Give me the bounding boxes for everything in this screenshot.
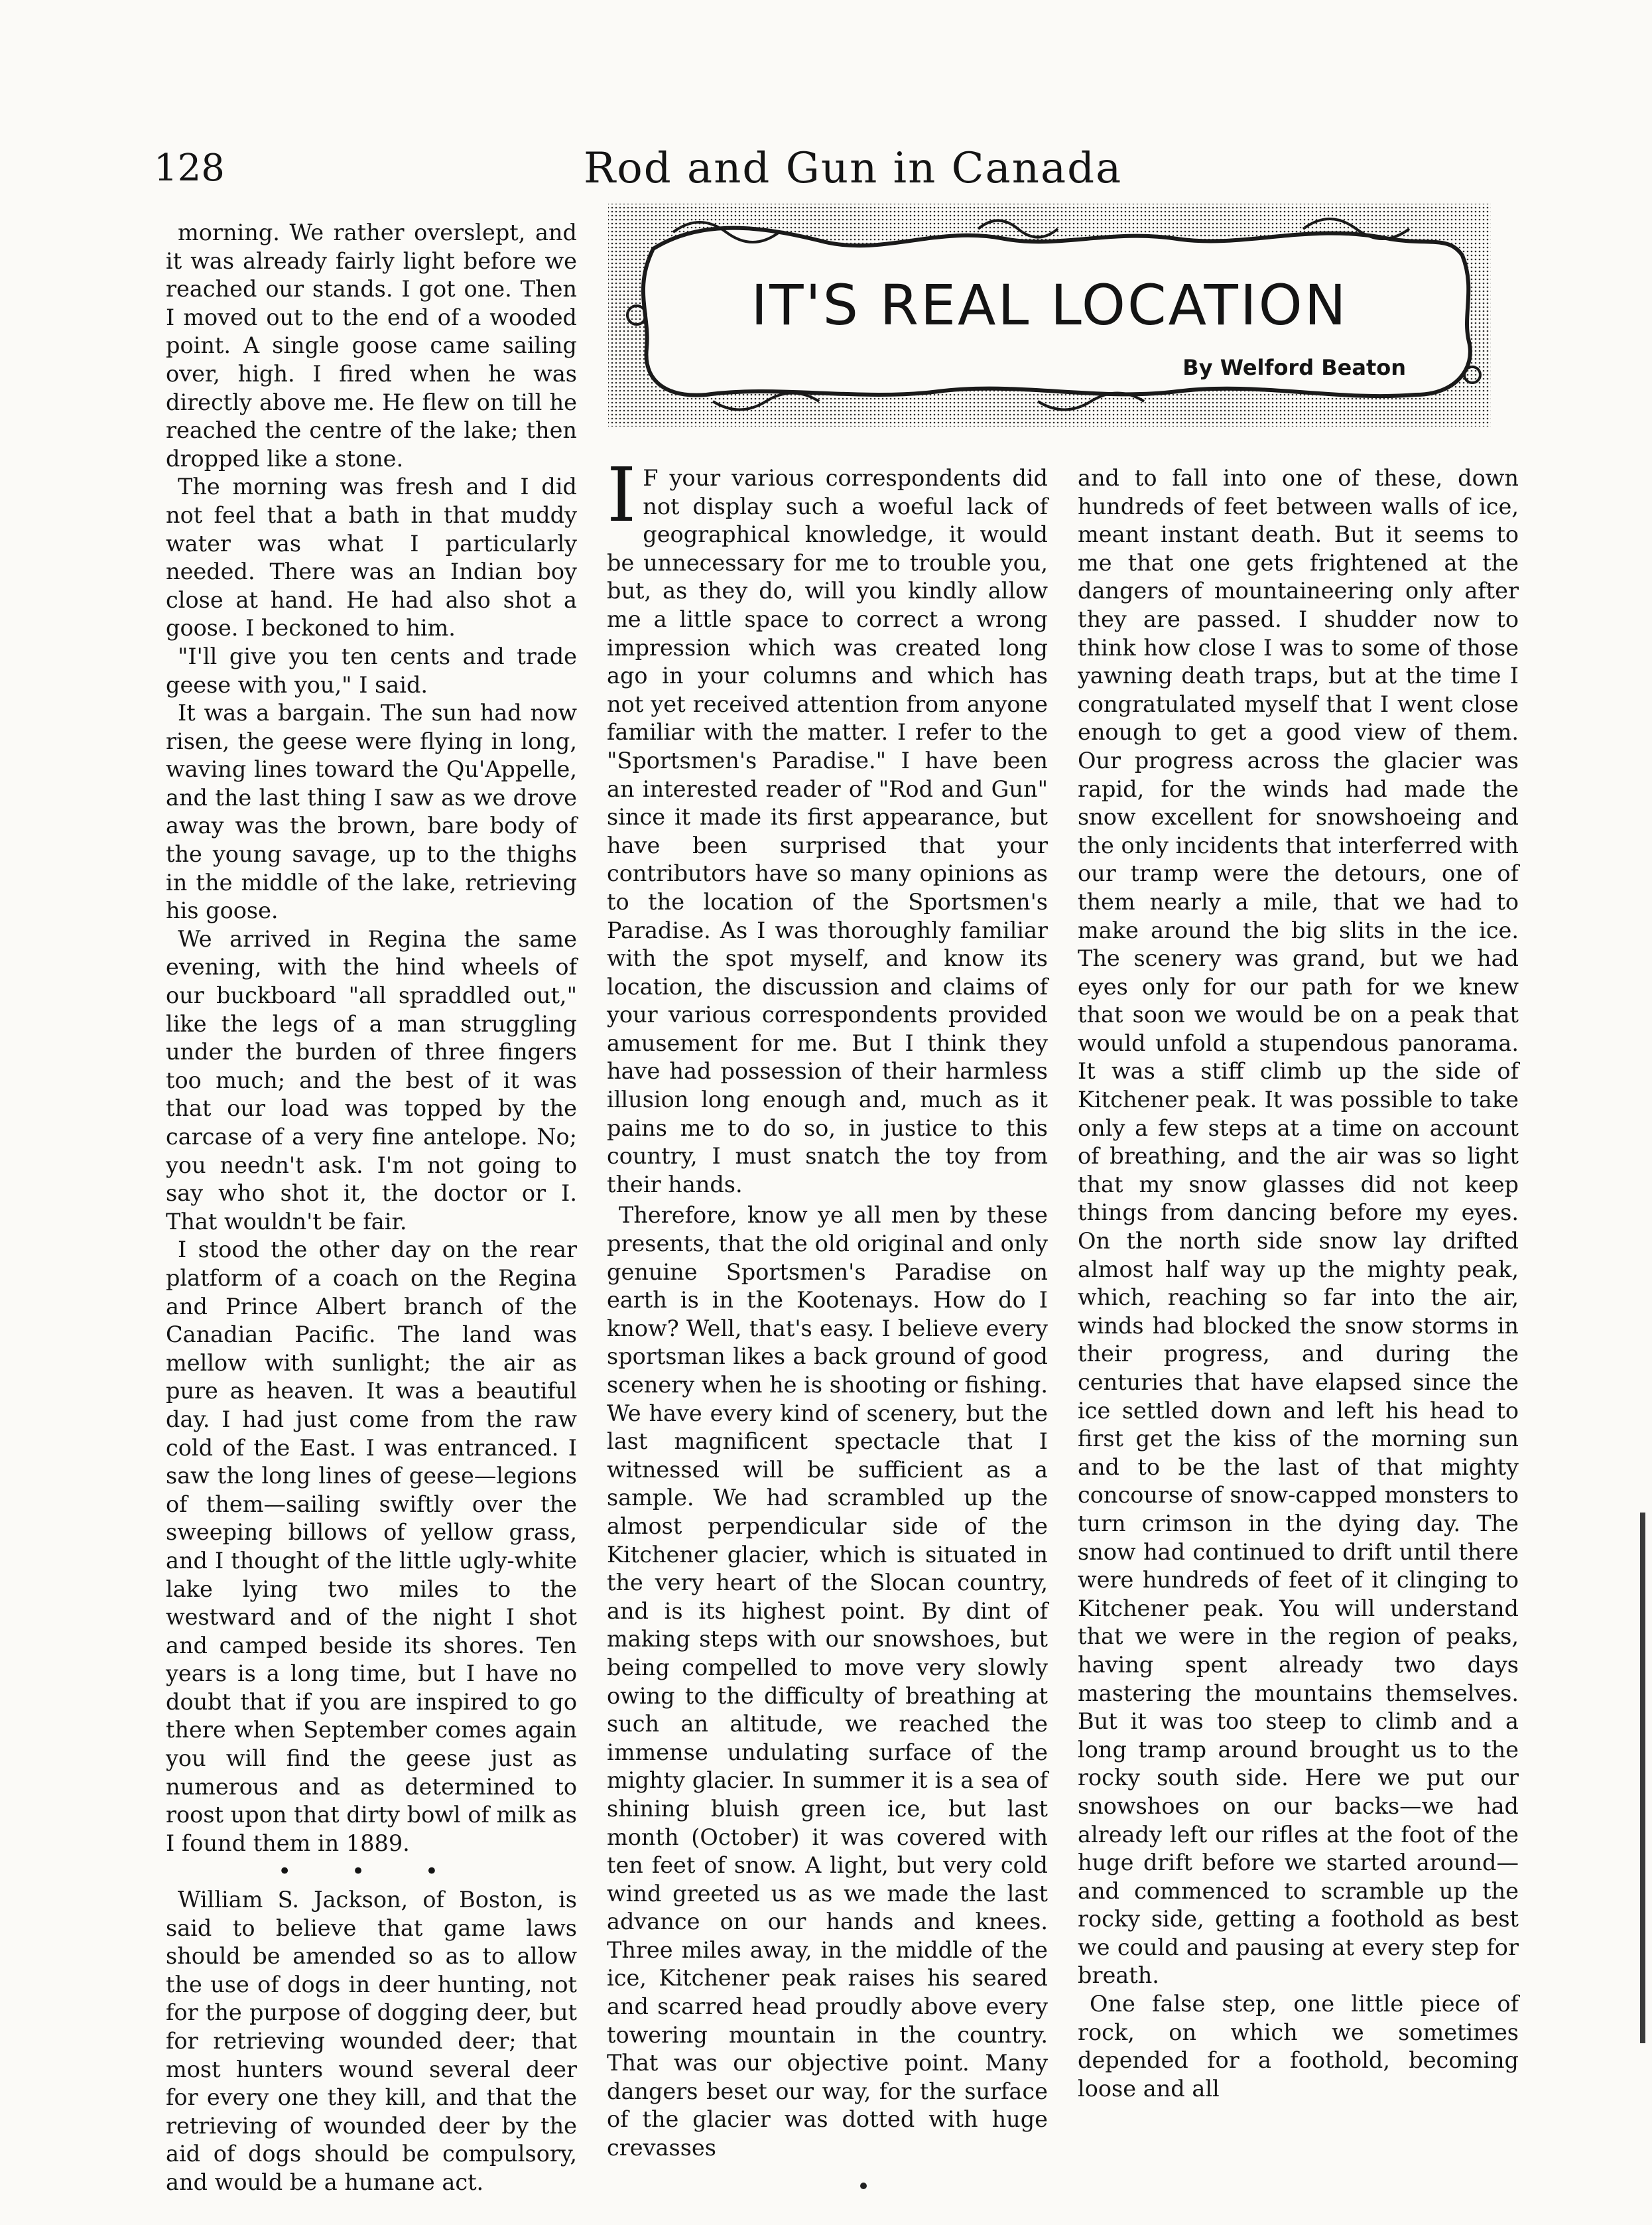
paragraph: William S. Jackson, of Boston, is said to believe that game laws should be amended so as to allow the use of dogs in deer hunting, not for the purpose of dogging deer, but for retrieving wounded deer; that most hunters wound several deer for every one they kill, and that the retrieving of wounded deer by the aid of dogs should be compulsory, and would be a humane act. [166, 1887, 577, 2195]
paragraph: I stood the other day on the rear platform of a coach on the Regina and Prince Albert branch of the Canadian Pacific. The land was mellow with sunlight; the air as pure as heaven. It was a beautiful day. I had just come from the raw cold of the East. I was entranced. I saw the long lines of geese—legions of them—sailing swiftly over the sweeping billows of yellow grass, and I thought of the little ugly-white lake lying two miles to the westward and of the night I shot and camped beside its shores. Ten years is a long time, but I have no doubt that if you are inspired to go there when September comes again you will find the geese just as numerous and as determined to roost upon that dirty bowl of milk as I found them in 1889. [166, 1237, 577, 1856]
drop-cap: I [607, 452, 637, 539]
edge-mark [1640, 1513, 1645, 2043]
paragraph-text: F your various correspondents did not display such a woeful lack of geographical knowledge, it would be unnecessary for me to trouble you, but, as they do, will you kindly allow me a little space to correct a wrong impression which was created long ago in your columns and which has not yet received attention from anyone familiar with the matter. I refer to the "Sportsmen's Paradise." I have been an interested reader of "Rod and Gun" since it made its first appearance, but have been surprised that your contributors have so many opinions as to the location of the Sportsmen's Paradise. As I was thoroughly familiar with the spot myself, and know its location, the discussion and claims of your various correspondents provided amusement for me. But I think they have had possession of their harmless illusion long enough and, much as it pains me to do so, in justice to this country, I must snatch the toy from their hands. [607, 465, 1048, 1197]
byline: By Welford Beaton [1182, 355, 1406, 380]
page-mark [860, 2183, 867, 2189]
article-title-frame [607, 202, 1492, 428]
right-column [1078, 464, 1519, 2103]
paragraph: We arrived in Regina the same evening, with the hind wheels of our buckboard "all spraddled out," like the legs of a man struggling under the burden of three fingers too much; and the best of it was that our load was topped by the carcase of a very fine antelope. No; you needn't ask. I'm not going to say who shot it, the doctor or I. That wouldn't be fair. [166, 925, 577, 1235]
paragraph: morning. We rather overslept, and it was already fairly light before we reached our stands. I got one. Then I moved out to the end of a wooded point. A single goose came sailing over, high. I fired when he was directly above me. He flew on till he reached the centre of the lake; then dropped like a stone. [166, 220, 577, 472]
section-separator: • • • [278, 1858, 465, 1885]
paragraph: Therefore, know ye all men by these presents, that the old original and only genuine Sportsmen's Paradise on earth is in the Kootenays. How do I know? Well, that's easy. I believe every sportsman likes a back ground of good scenery when he is shooting or fishing. We have every kind of scenery, but the last magnificent spectacle that I witnessed will be sufficient as a sample. We had scrambled up the almost perpendicular side of the Kitchener glacier, which is situated in the very heart of the Slocan country, and is its highest point. By dint of making steps with our snowshoes, but being compelled to move very slowly owing to the difficulty of breathing at such an altitude, we reached the immense undulating surface of the mighty glacier. In summer it is a sea of shining bluish green ice, but last month (October) it was covered with ten feet of snow. A light, but very cold wind greeted us as we made the last advance on our hands and knees. Three miles away, in the middle of the ice, Kitchener peak raises his seared and scarred head proudly above every towering mountain in the country. That was our objective point. Many dangers beset our way, for the surface of the glacier was dotted with huge crevasses [607, 1202, 1048, 2161]
page-number: 128 [154, 147, 225, 190]
paragraph [607, 452, 1048, 1199]
middle-column [607, 452, 1048, 2163]
article-title: IT'S REAL LOCATION [751, 273, 1348, 338]
paragraph: It was a bargain. The sun had now risen, the geese were flying in long, waving lines toward the Qu'Appelle, and the last thing I saw as we drove away was the brown, bare body of the young savage, up to the thighs in the middle of the lake, retrieving his goose. [166, 700, 577, 924]
left-column [166, 219, 577, 2197]
paragraph: "I'll give you ten cents and trade geese with you," I said. [166, 643, 577, 698]
paragraph: One false step, one little piece of rock, on which we sometimes depended for a foothold, becoming loose and all [1078, 1991, 1519, 2102]
paragraph: and to fall into one of these, down hundreds of feet between walls of ice, meant instant death. But it seems to me that one gets frightened at the dangers of mountaineering only after they are passed. I shudder now to think how close I was to some of those yawning death traps, but at the time I congratulated myself that I went close enough to get a good view of them. Our progress across the glacier was rapid, for the winds had made the snow excellent for snowshoeing and the only incidents that interferred with our tramp were the detours, one of them nearly a mile, that we had to make around the big slits in the ice. The scenery was grand, but we had eyes only for our path for we knew that soon we would be on a peak that would unfold a stupendous panorama. It was a stiff climb up the side of Kitchener peak. It was possible to take only a few steps at a time on account of breathing, and the air was so light that my snow glasses did not keep things from dancing before my eyes. On the north side snow lay drifted almost half way up the mighty peak, which, reaching so far into the air, winds had blocked the snow storms in their progress, and during the centuries that have elapsed since the ice settled down and left his head to first get the kiss of the morning sun and to be the last of that mighty concourse of snow-capped monsters to turn crimson in the dying day. The snow had continued to drift until there were hundreds of feet of it clinging to Kitchener peak. You will understand that we were in the region of peaks, having spent already two days mastering the mountains themselves. But it was too steep to climb and a long tramp around brought us to the rocky south side. Here we put our snowshoes on our backs—we had already left our rifles at the foot of the huge drift before we started around—and commenced to scramble up the rocky side, getting a foothold as best we could and pausing at every step for breath. [1078, 465, 1519, 1989]
running-head [0, 142, 1652, 195]
paragraph: The morning was fresh and I did not feel that a bath in that muddy water was what I particularly needed. There was an Indian boy close at hand. He had also shot a goose. I beckoned to him. [166, 474, 577, 641]
journal-title: Rod and Gun in Canada [584, 144, 1123, 193]
